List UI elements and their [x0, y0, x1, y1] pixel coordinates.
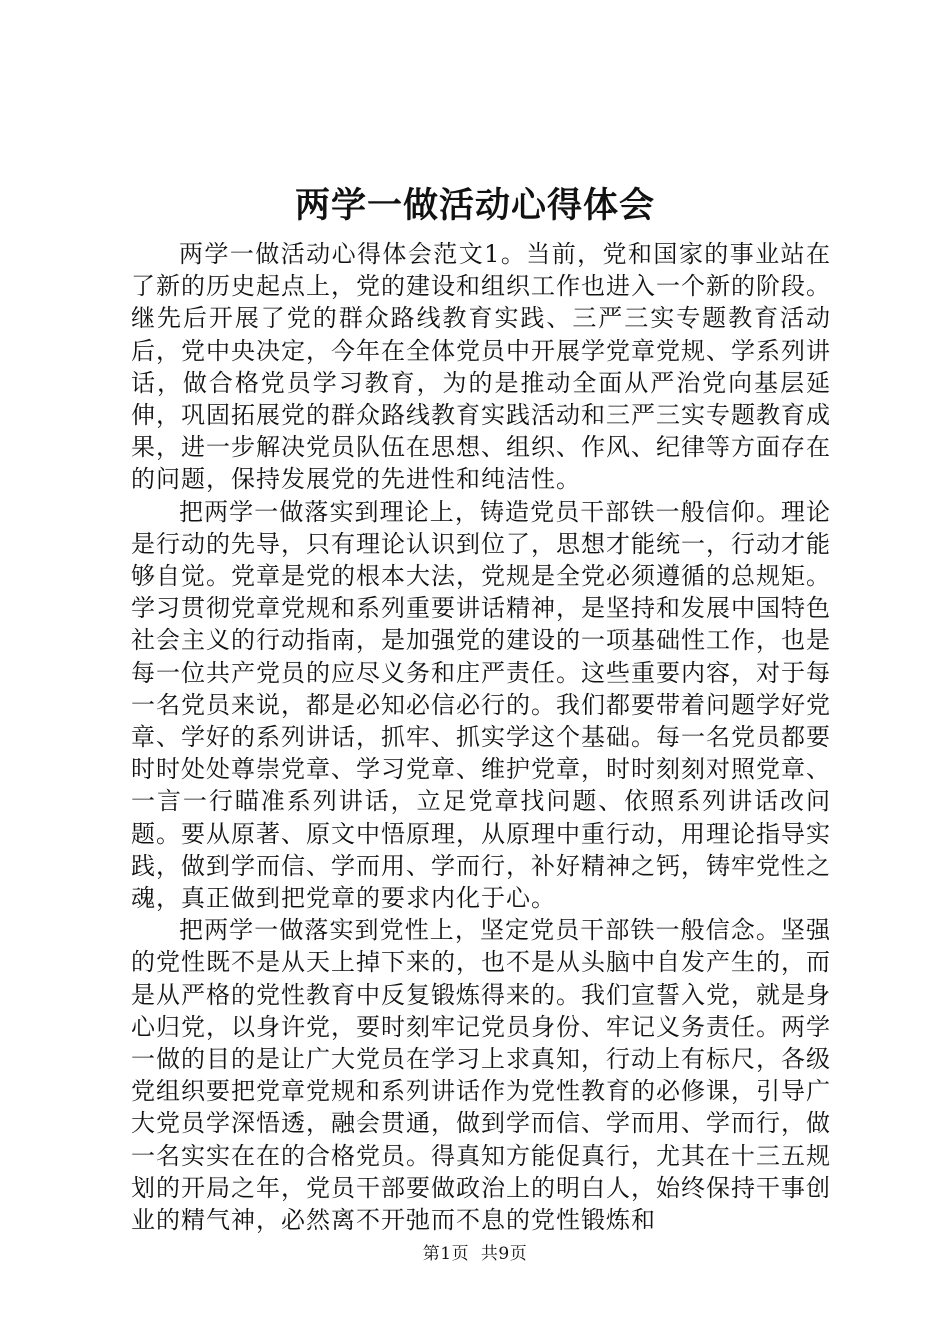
paragraph-2: 把两学一做落实到理论上，铸造党员干部铁一般信仰。理论是行动的先导，只有理论认识到位了，思想才能统一，行动才能够自觉。党章是党的根本大法，党规是全党必须遵循的总规矩。学习贯彻党章党规和系列重要讲话精神，是坚持和发展中国特色社会主义的行动指南，是加强党的建设的一项基础性工作，也是每一位共产党员的应尽义务和庄严责任。这些重要内容，对于每一名党员来说，都是必知必信必行的。我们都要带着问题学好党章、学好的系列讲话，抓牢、抓实学这个基础。每一名党员都要时时处处尊崇党章、学习党章、维护党章，时时刻刻对照党章、一言一行瞄准系列讲话，立足党章找问题、依照系列讲话改问题。要从原著、原文中悟原理，从原理中重行动，用理论指导实践，做到学而信、学而用、学而行，补好精神之钙，铸牢党性之魂，真正做到把党章的要求内化于心。 — [131, 497, 831, 913]
paragraph-1: 两学一做活动心得体会范文1。当前，党和国家的事业站在了新的历史起点上，党的建设和组织工作也进入一个新的阶段。继先后开展了党的群众路线教育实践、三严三实专题教育活动后，党中央决定，今年在全体党员中开展学党章党规、学系列讲话，做合格党员学习教育，为的是推动全面从严治党向基层延伸，巩固拓展党的群众路线教育实践活动和三严三实专题教育成果，进一步解决党员队伍在思想、组织、作风、纪律等方面存在的问题，保持发展党的先进性和纯洁性。 — [131, 240, 831, 494]
document-body — [131, 238, 831, 1236]
document-title: 两学一做活动心得体会 — [294, 185, 655, 226]
page-footer-indicator: 第1页 共9页 — [422, 1244, 528, 1264]
paragraph-3: 把两学一做落实到党性上，坚定党员干部铁一般信念。坚强的党性既不是从天上掉下来的，也不是从头脑中自发产生的，而是从严格的党性教育中反复锻炼得来的。我们宣誓入党，就是身心归党，以身许党，要时刻牢记党员身份、牢记义务责任。两学一做的目的是让广大党员在学习上求真知，行动上有标尺，各级党组织要把党章党规和系列讲话作为党性教育的必修课，引导广大党员学深悟透，融会贯通，做到学而信、学而用、学而行，做一名实实在在的合格党员。得真知方能促真行，尤其在十三五规划的开局之年，党员干部要做政治上的明白人，始终保持干事创业的精气神，必然离不开弛而不息的党性锻炼和 — [131, 916, 831, 1235]
